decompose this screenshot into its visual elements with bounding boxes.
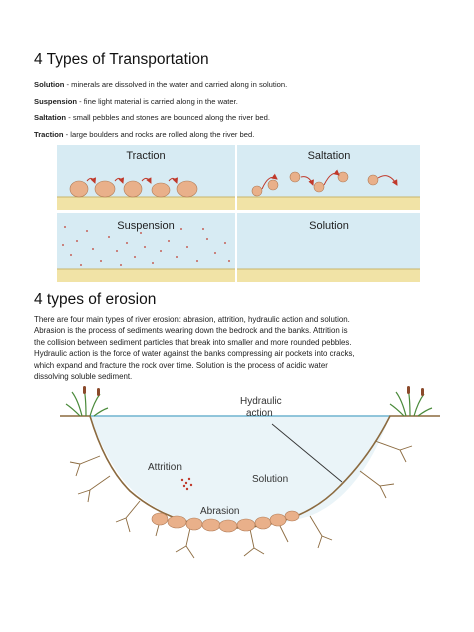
erosion-diagram: [60, 386, 440, 626]
desc-traction: - large boulders and rocks are rolled along the river bed.: [63, 130, 255, 139]
erosion-line: the collision between sediment particles that break into smaller and more rounded pebbles.: [34, 337, 352, 347]
desc-suspension: - fine light material is carried along in the water.: [77, 97, 238, 106]
saltation-panel: [237, 145, 420, 210]
suspension-panel: [57, 213, 235, 282]
erosion-paragraph: [34, 314, 444, 382]
definition-saltation: [34, 113, 270, 123]
traction-label: Traction: [126, 150, 166, 162]
abrasion-label: Abrasion: [200, 506, 240, 517]
definition-suspension: [34, 97, 238, 107]
traction-boulder: [152, 183, 170, 197]
traction-boulder: [70, 181, 88, 197]
hydraulic-label-line1: Hydraulic: [240, 396, 282, 407]
term-suspension: Suspension: [34, 97, 78, 106]
transport-heading: 4 Types of Transportation: [34, 51, 209, 68]
erosion-line: There are four main types of river erosion: abrasion, attrition, hydraulic action and solution.: [34, 315, 350, 324]
attrition-label: Attrition: [148, 462, 182, 473]
erosion-line: Hydraulic action is the force of water against the banks compressing air pockets into cracks,: [34, 349, 355, 359]
traction-boulder: [177, 181, 197, 197]
definition-solution: [34, 80, 287, 90]
erosion-line: which expand and fracture the rock over time. Solution is the process of acidic water: [34, 360, 328, 370]
erosion-line: Abrasion is the process of sediments wearing down the bedrock and the banks. Attrition is: [34, 326, 348, 336]
solution-diagram-label: Solution: [252, 474, 289, 485]
transport-illustration: [57, 145, 420, 282]
desc-saltation: - small pebbles and stones are bounced along the river bed.: [66, 113, 270, 122]
saltation-label: Saltation: [307, 150, 351, 162]
definition-traction: [34, 130, 254, 140]
hydraulic-label-line2: action: [246, 408, 273, 419]
reeds-left: [66, 388, 108, 416]
solution-panel: [237, 213, 420, 282]
desc-solution: - minerals are dissolved in the water and carried along in solution.: [64, 80, 288, 89]
term-traction: Traction: [34, 130, 64, 139]
traction-panel: [57, 145, 235, 210]
erosion-heading: 4 types of erosion: [34, 291, 157, 308]
term-saltation: Saltation: [34, 113, 67, 122]
traction-boulder: [95, 181, 115, 197]
traction-boulder: [124, 181, 142, 197]
term-solution: Solution: [34, 80, 65, 89]
suspension-label: Suspension: [117, 220, 175, 232]
erosion-line: dissolving soluble sediment.: [34, 372, 133, 382]
reeds-right: [390, 388, 432, 416]
solution-label: Solution: [309, 220, 349, 232]
